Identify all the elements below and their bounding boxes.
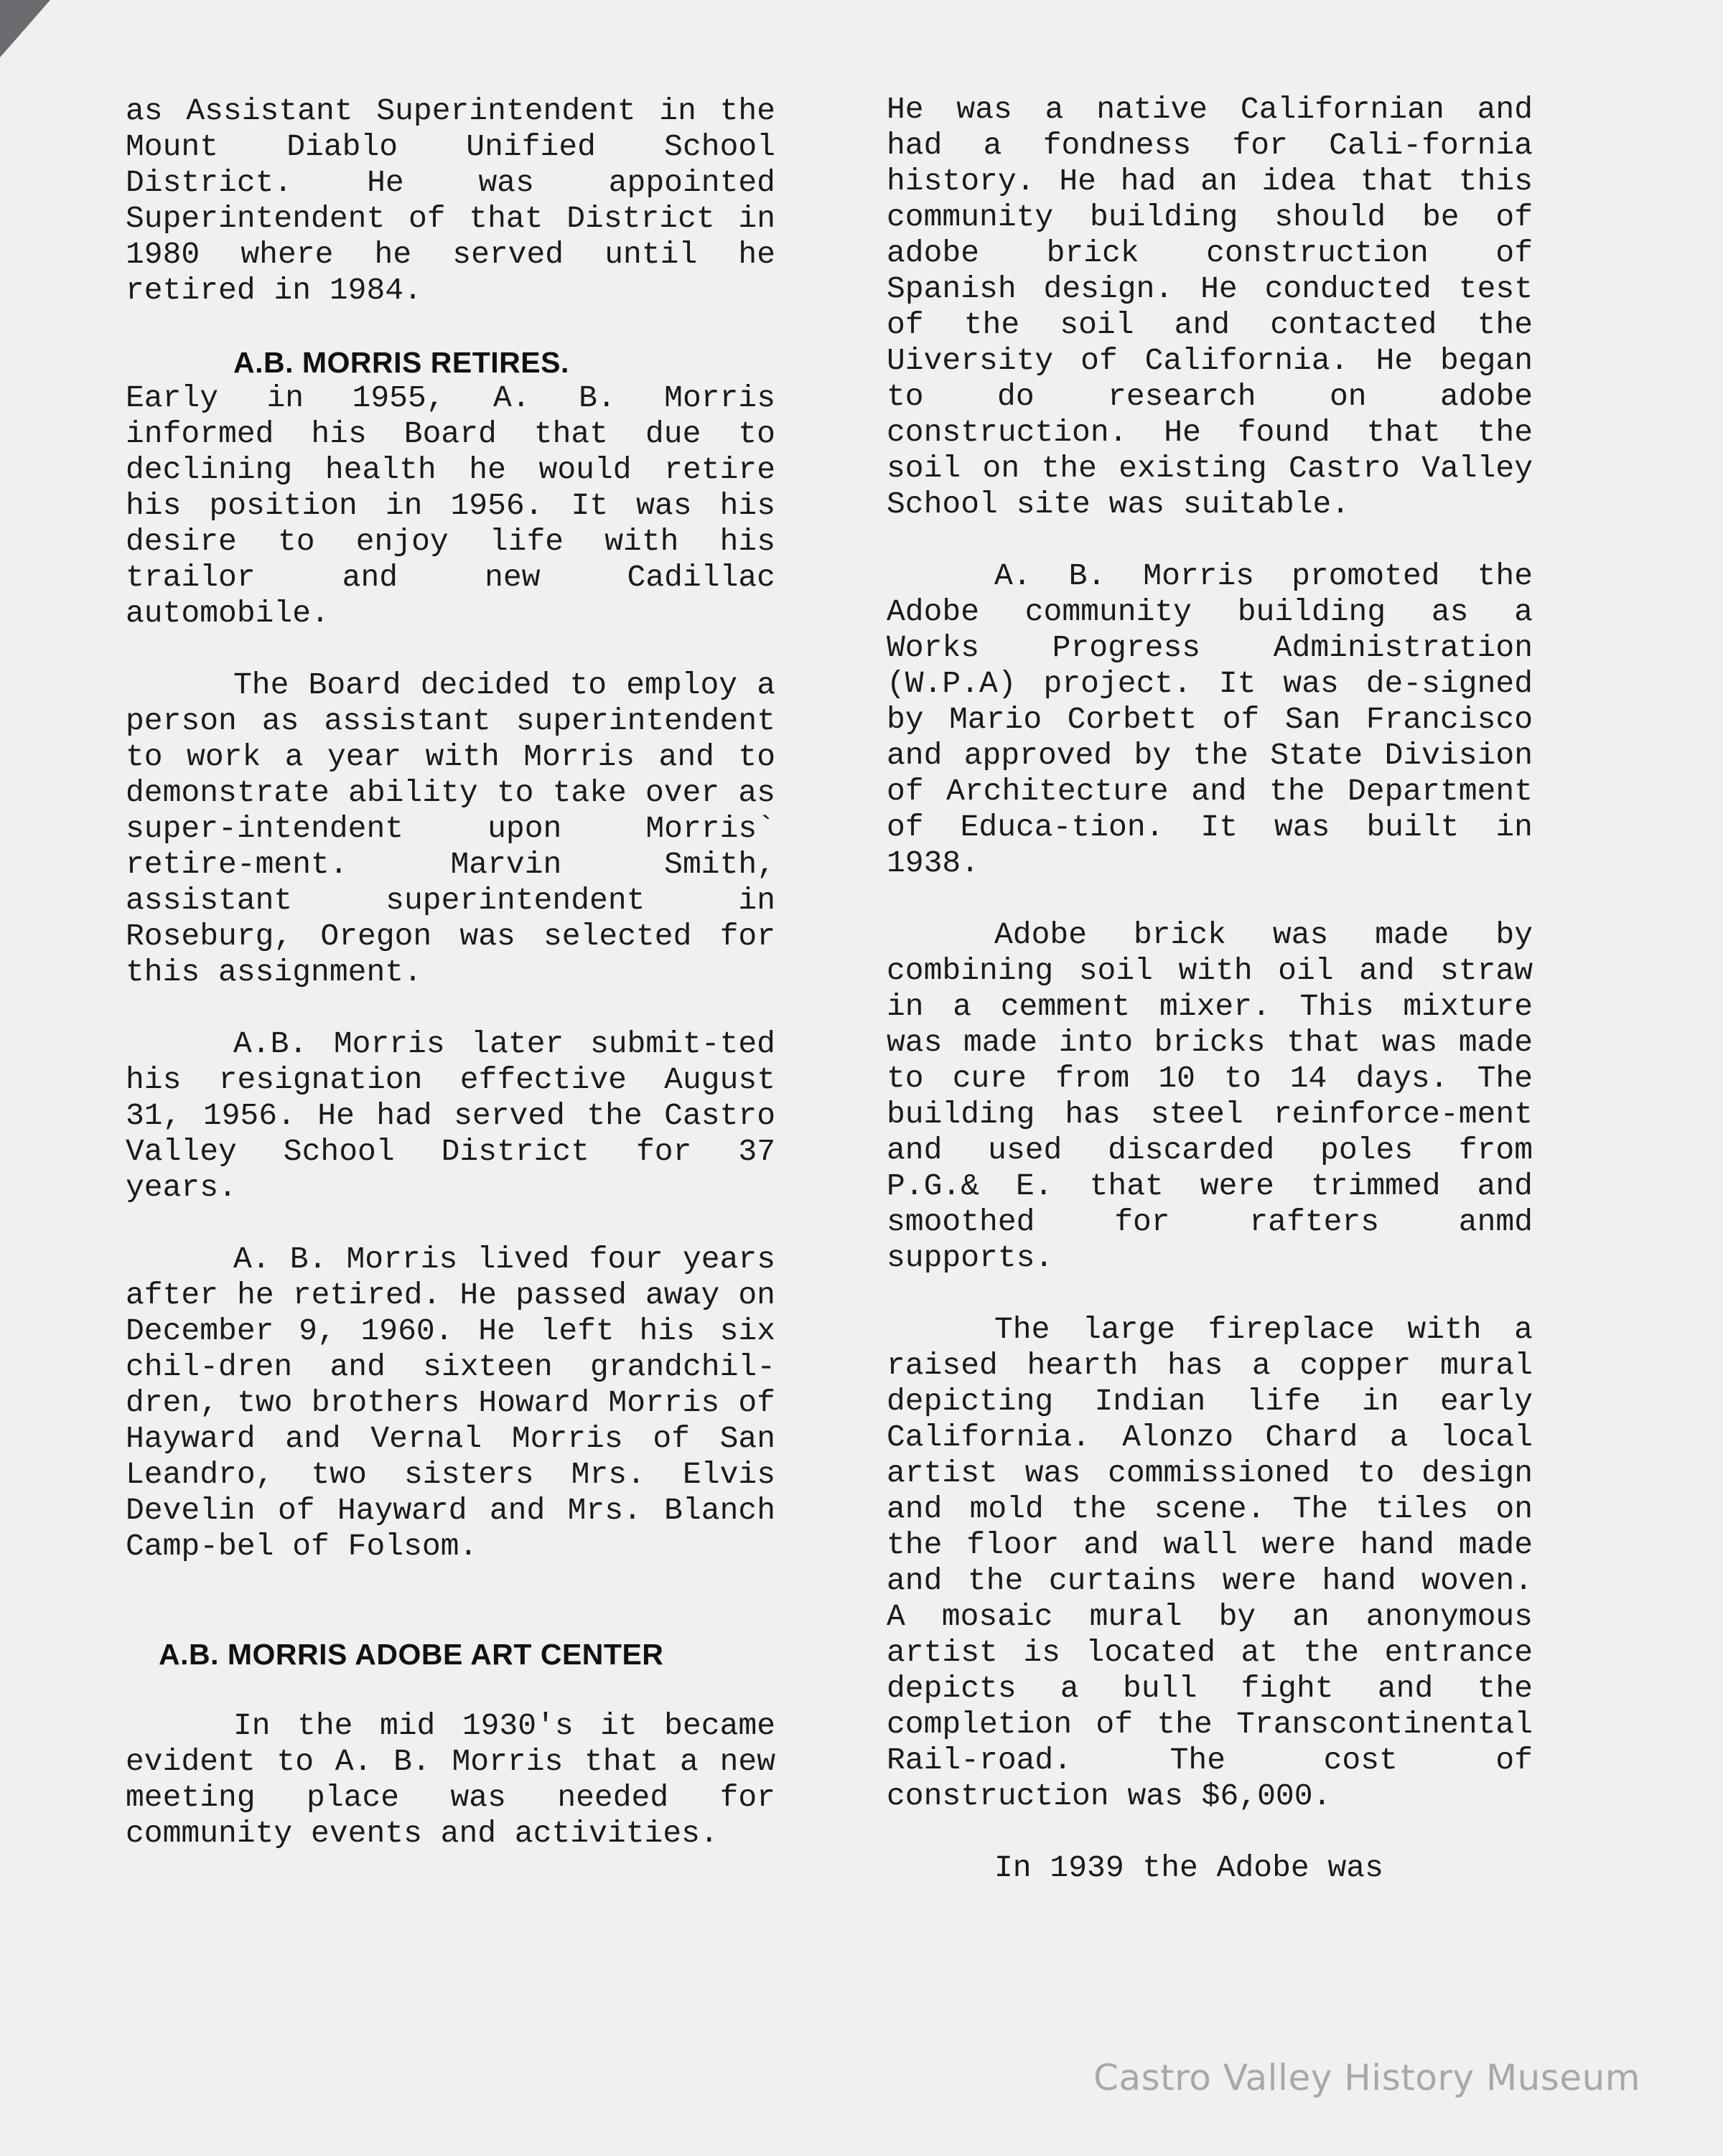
left-paragraph-4: A.B. Morris later submit-ted his resignation effective August 31, 1956. He had served the Castro Valley School District for 37 years.: [126, 1026, 775, 1205]
spacer: [126, 1600, 775, 1636]
left-paragraph-5: A. B. Morris lived four years after he retired. He passed away on December 9, 1960. He left his six chil-dren and sixteen grandchil-dren, two brothers Howard Morris of Hayward and Vernal Morris of San Leandro, two sisters Mrs. Elvis Develin of Hayward and Mrs. Blanch Camp-bel of Folsom.: [126, 1242, 775, 1564]
right-paragraph-5: In 1939 the Adobe was: [994, 1850, 1383, 1885]
right-paragraph-1: He was a native Californian and had a fondness for Cali-fornia history. He had an idea that this community building should be of adobe brick construction of Spanish design. He conducted test of the soil and contacted the Uiversity of California. He began to do research on adobe construction. He found that the soil on the existing Castro Valley School site was suitable.: [887, 92, 1533, 522]
page-corner-shadow: [0, 0, 50, 57]
museum-watermark: Castro Valley History Museum: [1093, 2057, 1640, 2099]
heading-adobe-art-center: A.B. MORRIS ADOBE ART CENTER: [159, 1638, 664, 1671]
left-paragraph-6: In the mid 1930's it became evident to A. B. Morris that a new meeting place was needed for community events and activities.: [126, 1708, 775, 1851]
right-column: [887, 92, 1533, 1886]
left-paragraph-3: The Board decided to employ a person as assistant superintendent to work a year with Morris and to demonstrate ability to take over as super-intendent upon Morris` retire-ment. Marvin Smith, assistant superintendent in Roseburg, Oregon was selected for this assignment.: [126, 667, 775, 990]
left-paragraph-2: Early in 1955, A. B. Morris informed his Board that due to declining health he would retire his position in 1956. It was his desire to enjoy life with his trailor and new Cadillac automobile.: [126, 380, 775, 631]
right-paragraph-2: A. B. Morris promoted the Adobe community building as a Works Progress Administration (W.P.A) project. It was de-signed by Mario Corbett of San Francisco and approved by the State Division of Architecture and the Department of Educa-tion. It was built in 1938.: [887, 558, 1533, 881]
right-paragraph-3: Adobe brick was made by combining soil with oil and straw in a cemment mixer. This mixture was made into bricks that was made to cure from 10 to 14 days. The building has steel reinforce-ment and used discarded poles from P.G.& E. that were trimmed and smoothed for rafters anmd supports.: [887, 917, 1533, 1275]
heading-morris-retires: A.B. MORRIS RETIRES.: [233, 346, 569, 379]
left-column: [126, 93, 775, 1852]
left-paragraph-1: as Assistant Superintendent in the Mount Diablo Unified School District. He was appointed Superintendent of that District in 1980 where he served until he retired in 1984.: [126, 93, 775, 308]
right-paragraph-4: The large fireplace with a raised hearth has a copper mural depicting Indian life in early California. Alonzo Chard a local artist was commissioned to design and mold the scene. The tiles on the floor and wall were hand made and the curtains were hand woven. A mosaic mural by an anonymous artist is located at the entrance depicts a bull fight and the completion of the Transcontinental Rail-road. The cost of construction was $6,000.: [887, 1312, 1533, 1814]
